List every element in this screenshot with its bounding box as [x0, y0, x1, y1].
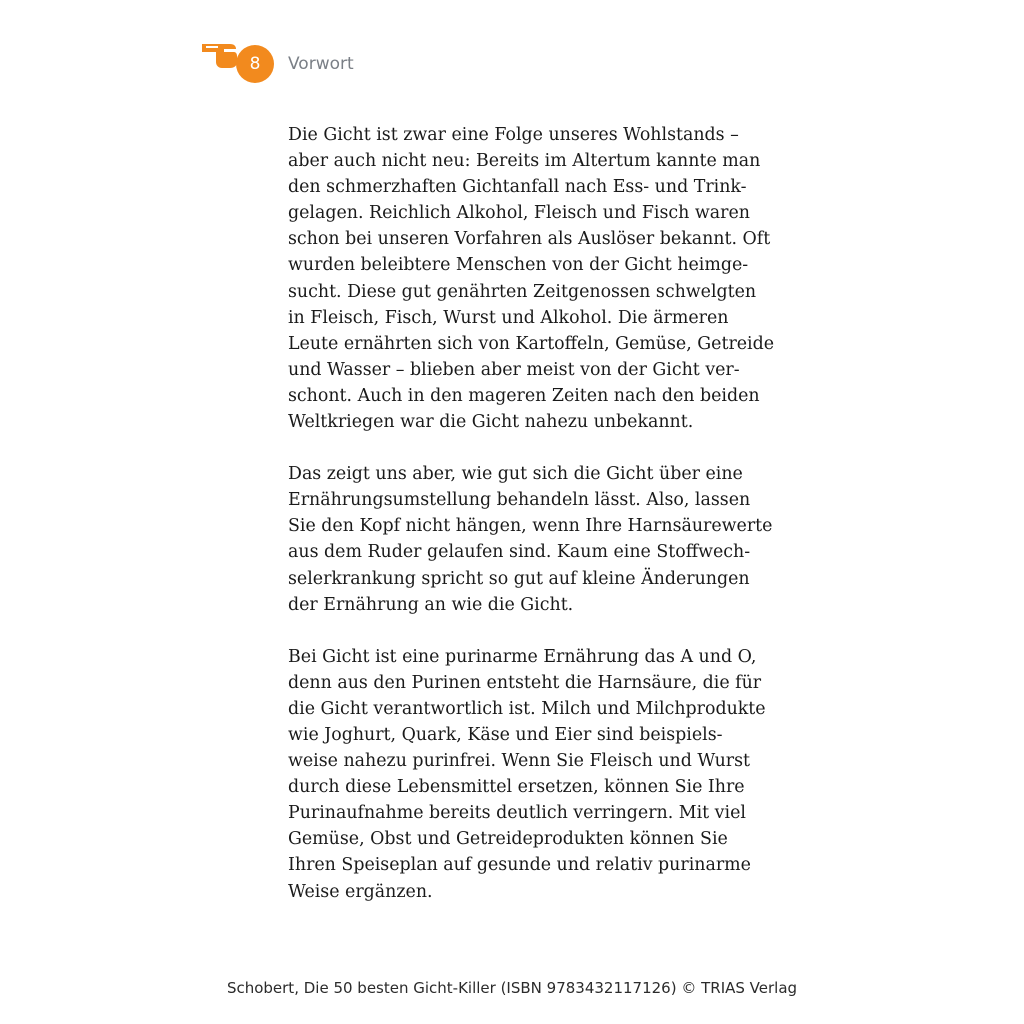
text-line: schont. Auch in den mageren Zeiten nach den beiden — [288, 385, 760, 406]
text-line: aus dem Ruder gelaufen sind. Kaum eine Stoffwech- — [288, 542, 751, 563]
text-line: Ernährungsumstellung behandeln lässt. Also, lassen — [288, 490, 751, 511]
paragraph — [288, 461, 778, 618]
text-line: durch diese Lebensmittel ersetzen, können Sie Ihre — [288, 777, 745, 798]
page-header — [200, 40, 600, 88]
text-line: in Fleisch, Fisch, Wurst und Alkohol. Die ärmeren — [288, 307, 729, 328]
text-line: gelagen. Reichlich Alkohol, Fleisch und Fisch waren — [288, 203, 750, 224]
text-line: die Gicht verantwortlich ist. Milch und Milchprodukte — [288, 698, 766, 719]
text-line: wie Joghurt, Quark, Käse und Eier sind beispiels- — [288, 724, 723, 745]
text-line: wurden beleibtere Menschen von der Gicht heimge- — [288, 255, 749, 276]
chapter-title: Vorwort — [288, 54, 354, 74]
text-line: Leute ernährten sich von Kartoffeln, Gemüse, Getreide — [288, 333, 775, 354]
text-line: Weise ergänzen. — [288, 881, 433, 902]
text-line: Ihren Speiseplan auf gesunde und relativ purinarme — [288, 855, 751, 876]
page-number-badge: 8 — [236, 45, 274, 83]
text-line: sucht. Diese gut genährten Zeitgenossen schwelgten — [288, 281, 757, 302]
text-line: Die Gicht ist zwar eine Folge unseres Wohlstands – — [288, 125, 739, 145]
text-line: der Ernährung an wie die Gicht. — [288, 594, 574, 615]
text-line: schon bei unseren Vorfahren als Auslöser bekannt. Oft — [288, 229, 771, 250]
paragraph — [288, 644, 778, 905]
text-line: Weltkriegen war die Gicht nahezu unbekannt. — [288, 412, 694, 433]
text-line: weise nahezu purinfrei. Wenn Sie Fleisch und Wurst — [288, 751, 751, 772]
text-line: denn aus den Purinen entsteht die Harnsäure, die für — [288, 672, 762, 693]
text-line: Gemüse, Obst und Getreideprodukten können Sie — [288, 829, 728, 850]
text-line: Das zeigt uns aber, wie gut sich die Gicht über eine — [288, 464, 743, 485]
paragraph — [288, 122, 778, 435]
text-line: und Wasser – blieben aber meist von der Gicht ver- — [288, 359, 740, 380]
body-text — [288, 122, 778, 931]
text-line: Bei Gicht ist eine purinarme Ernährung das A und O, — [288, 646, 757, 667]
text-line: selerkrankung spricht so gut auf kleine Änderungen — [288, 568, 750, 589]
text-line: den schmerzhaften Gichtanfall nach Ess- und Trink- — [288, 177, 747, 198]
footer-credit: Schobert, Die 50 besten Gicht-Killer (ISBN 9783432117126) © TRIAS Verlag — [226, 979, 798, 997]
text-line: Purinaufnahme bereits deutlich verringern. Mit viel — [288, 803, 746, 824]
text-line: Sie den Kopf nicht hängen, wenn Ihre Harnsäurewerte — [288, 516, 773, 537]
text-line: aber auch nicht neu: Bereits im Altertum kannte man — [288, 151, 761, 172]
